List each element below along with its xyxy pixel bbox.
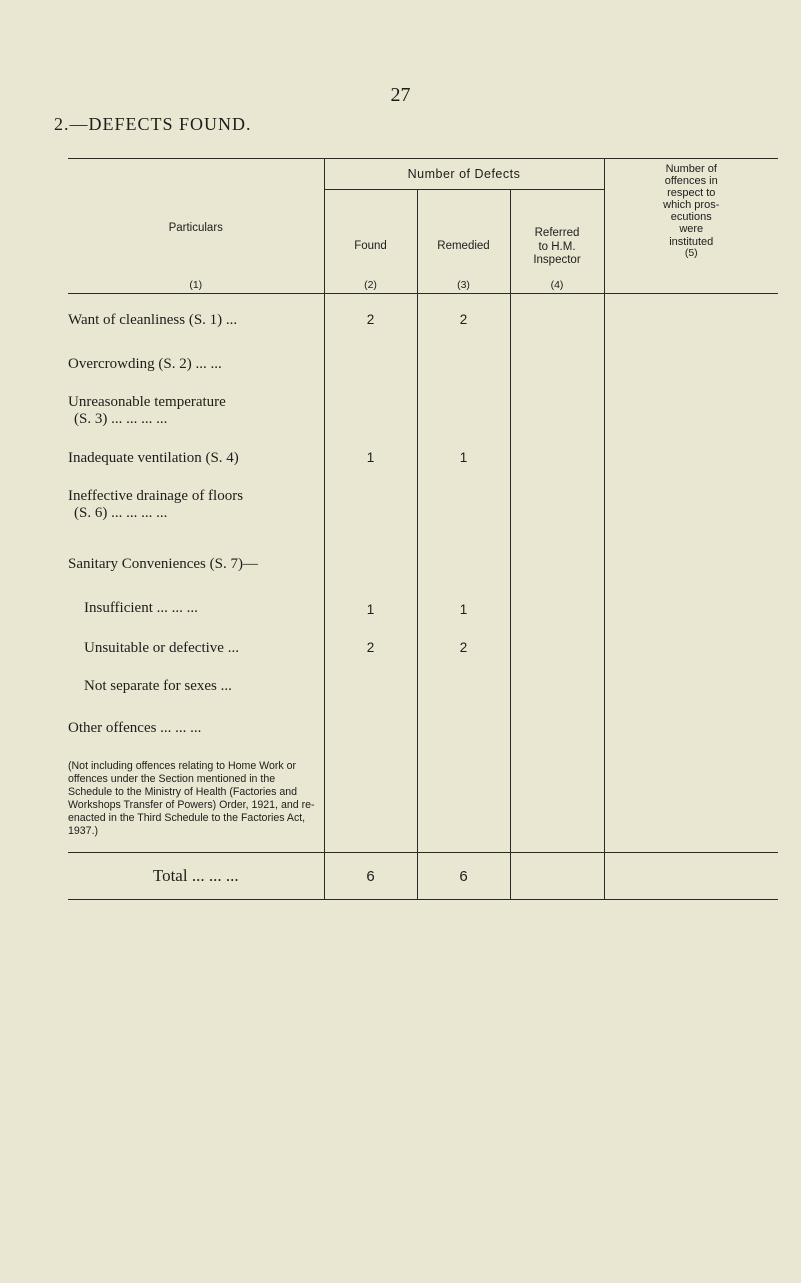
header-remedied [417, 190, 510, 294]
row-remedied: 2 [417, 640, 510, 678]
row-label-line-2: (S. 6) ... ... ... ... [74, 505, 168, 521]
row-remedied [417, 716, 510, 758]
table-row [68, 394, 778, 450]
row-referred [510, 640, 604, 678]
row-label-line-1: Ineffective drainage of floors [68, 488, 244, 504]
row-label: Sanitary Conveniences (S. 7)— [68, 556, 258, 572]
row-referred [510, 758, 604, 853]
row-found [324, 758, 417, 853]
row-found: 2 [324, 640, 417, 678]
table-row [68, 546, 778, 594]
row-remedied [417, 488, 510, 546]
header-referred-line-3: Inspector [533, 253, 581, 266]
header-remedied-label: Remedied [437, 239, 490, 252]
row-offences [604, 488, 778, 546]
page-number: 27 [390, 84, 411, 106]
row-referred [510, 546, 604, 594]
table-row [68, 640, 778, 678]
row-offences [604, 678, 778, 716]
row-offences [604, 594, 778, 640]
table-row [68, 678, 778, 716]
row-remedied: 2 [417, 294, 510, 357]
header-offences-line-7: instituted [669, 235, 714, 248]
header-number-of-defects: Number of Defects [324, 159, 604, 190]
header-found-label: Found [354, 239, 387, 252]
header-offences [604, 159, 778, 294]
row-found [324, 394, 417, 450]
row-found [324, 546, 417, 594]
header-offences-line-5: ecutions [670, 211, 712, 224]
total-referred [510, 853, 604, 900]
row-label: Overcrowding (S. 2) ... ... [68, 356, 222, 372]
total-row [68, 853, 778, 900]
header-offences-line-3: respect to [667, 187, 716, 200]
header-remedied-num: (3) [457, 278, 470, 291]
header-offences-line-6: were [679, 223, 704, 236]
row-found: 2 [324, 294, 417, 357]
row-label: Inadequate ventilation (S. 4) [68, 450, 239, 466]
table-row [68, 488, 778, 546]
row-label: Not separate for sexes ... [84, 678, 232, 694]
row-remedied [417, 546, 510, 594]
section-title-text: 2.—DEFECTS FOUND. [54, 114, 252, 134]
row-found: 1 [324, 594, 417, 640]
row-label: Want of cleanliness (S. 1) ... [68, 312, 238, 328]
row-offences [604, 394, 778, 450]
table-row [68, 716, 778, 758]
row-offences [604, 640, 778, 678]
row-remedied [417, 758, 510, 853]
row-remedied: 1 [417, 450, 510, 488]
row-label: Unsuitable or defective ... [84, 640, 239, 656]
header-referred [510, 190, 604, 294]
row-referred [510, 294, 604, 357]
row-referred [510, 356, 604, 394]
total-offences [604, 853, 778, 900]
header-found [324, 190, 417, 294]
row-referred [510, 594, 604, 640]
row-found [324, 716, 417, 758]
row-found [324, 488, 417, 546]
total-found: 6 [324, 853, 417, 900]
row-offences [604, 356, 778, 394]
total-remedied: 6 [417, 853, 510, 900]
defects-table [68, 158, 778, 900]
header-offences-line-1: Number of [665, 163, 717, 175]
table-row [68, 758, 778, 853]
header-found-num: (2) [364, 278, 377, 291]
section-title [54, 114, 252, 135]
row-offences [604, 758, 778, 853]
header-particulars [68, 159, 324, 294]
row-referred [510, 678, 604, 716]
row-referred [510, 394, 604, 450]
row-label [68, 488, 324, 546]
row-offences [604, 450, 778, 488]
header-referred-line-1: Referred [534, 227, 580, 240]
row-referred [510, 450, 604, 488]
header-offences-line-4: which pros- [663, 199, 720, 212]
row-note-text: (Not including offences relating to Home Work or offences under the Section mentioned in the Schedule to the Ministry of Health (Factories and Workshops Transfer of Powers) Order, 1921, and re-enacted in the Third Schedule to the Factories Act, 1937.) [68, 760, 315, 837]
row-label-line-1: Unreasonable temperature [68, 394, 226, 410]
row-label [68, 394, 324, 450]
table-row [68, 356, 778, 394]
row-found [324, 356, 417, 394]
row-found: 1 [324, 450, 417, 488]
row-note [68, 758, 324, 853]
header-particulars-num: (1) [189, 278, 203, 291]
row-offences [604, 716, 778, 758]
row-offences [604, 294, 778, 357]
total-label-cell [68, 853, 324, 900]
row-label: Insufficient ... ... ... [84, 600, 198, 616]
table-row [68, 450, 778, 488]
total-label: Total ... ... ... [152, 866, 239, 885]
row-label: Other offences ... ... ... [68, 720, 202, 736]
row-offences [604, 546, 778, 594]
table-row [68, 294, 778, 357]
row-referred [510, 488, 604, 546]
row-remedied [417, 678, 510, 716]
header-referred-line-2: to H.M. [538, 240, 576, 253]
header-referred-num: (4) [550, 278, 564, 291]
row-remedied [417, 356, 510, 394]
header-offences-line-2: offences in [664, 175, 718, 188]
header-offences-num: (5) [684, 246, 698, 259]
header-particulars-label: Particulars [168, 221, 223, 234]
row-remedied [417, 394, 510, 450]
row-referred [510, 716, 604, 758]
row-label-line-2: (S. 3) ... ... ... ... [74, 411, 168, 427]
row-remedied: 1 [417, 594, 510, 640]
table-row [68, 594, 778, 640]
row-found [324, 678, 417, 716]
